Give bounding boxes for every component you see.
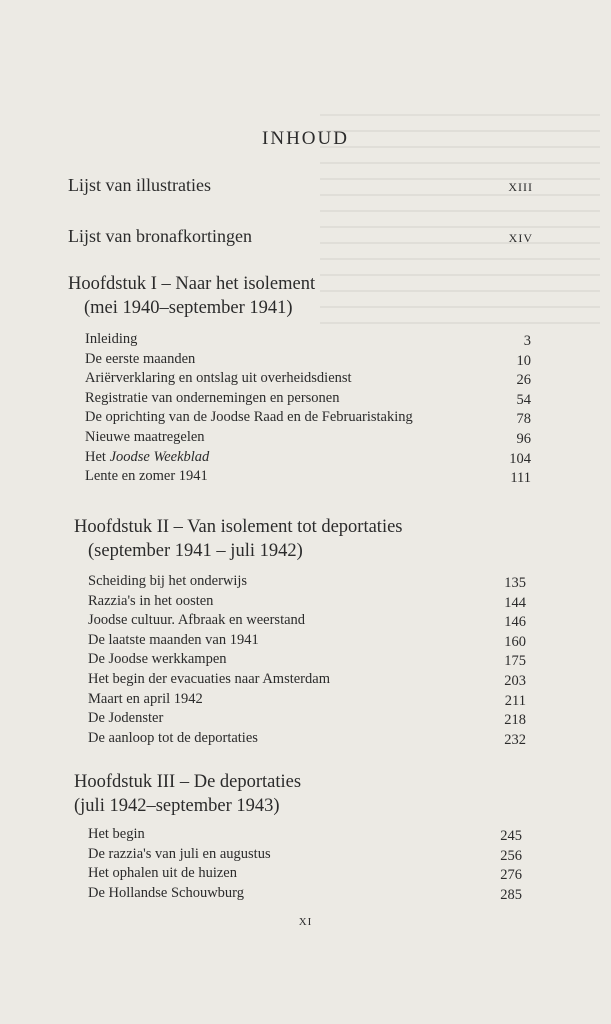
entry-page: 175 (504, 653, 526, 670)
toc-entry: De laatste maanden van 1941 160 (88, 631, 526, 651)
toc-entry: De oprichting van de Joodse Raad en de Februaristaking 78 (85, 408, 531, 428)
toc-entry: Het Joodse Weekblad 104 (85, 448, 531, 468)
entry-page: 160 (504, 633, 526, 650)
italic-title: Joodse Weekblad (109, 448, 210, 465)
toc-entry: Razzia's in het oosten 144 (88, 592, 526, 612)
entry-page: 144 (504, 594, 526, 611)
chapter-title: Hoofdstuk I – Naar het isolement (68, 274, 316, 294)
entry-page: XIII (508, 180, 533, 194)
entry-page: 285 (500, 886, 522, 903)
chapter-period: (mei 1940–september 1941) (84, 298, 293, 318)
entry-page: 218 (504, 712, 526, 729)
chapter-heading-1 (68, 272, 508, 320)
entry-page: 203 (504, 672, 526, 689)
chapter-period: (juli 1942–september 1943) (74, 796, 280, 816)
toc-entry: Inleiding 3 (85, 330, 531, 350)
chapter-title: Hoofdstuk III – De deportaties (74, 772, 302, 792)
entry-page: 256 (500, 847, 522, 864)
toc-entry: De aanloop tot de deportaties 232 (88, 729, 526, 749)
toc-entry-illustrations (68, 175, 533, 196)
toc-entry: De eerste maanden 10 (85, 350, 531, 370)
entry-page: XIV (508, 231, 533, 245)
chapter-period: (september 1941 – juli 1942) (88, 541, 303, 561)
toc-entry: Lente en zomer 1941 111 (85, 467, 531, 487)
chapter-1-entries (85, 330, 531, 487)
toc-entry: Scheiding bij het onderwijs 135 (88, 572, 526, 592)
entry-page: 276 (500, 867, 522, 884)
toc-entry: De Jodenster 218 (88, 709, 526, 729)
toc-entry-abbreviations (68, 226, 533, 247)
entry-page: 211 (504, 692, 526, 709)
toc-entry: De Joodse werkkampen 175 (88, 650, 526, 670)
entry-page: 111 (510, 470, 531, 487)
toc-entry: Maart en april 1942 211 (88, 690, 526, 710)
entry-page: 96 (516, 430, 531, 447)
toc-entry: Het ophalen uit de huizen 276 (88, 864, 522, 884)
entry-page: 3 (523, 333, 531, 349)
entry-label: Lijst van bronafkortingen (68, 226, 252, 246)
page-title: INHOUD (262, 128, 349, 149)
entry-page: 232 (504, 731, 526, 748)
entry-page: 54 (516, 391, 531, 408)
entry-page: 10 (516, 352, 531, 369)
toc-entry: Ariërverklaring en ontslag uit overheidsdienst 26 (85, 369, 531, 389)
chapter-2-entries (88, 572, 526, 748)
chapter-heading-2 (74, 515, 514, 563)
entry-label: Lijst van illustraties (68, 175, 211, 195)
toc-entry: De razzia's van juli en augustus 256 (88, 845, 522, 865)
toc-entry: Het begin 245 (88, 825, 522, 845)
entry-page: 26 (516, 372, 531, 389)
chapter-heading-3 (74, 770, 514, 818)
entry-page: 104 (509, 450, 531, 467)
entry-page: 135 (504, 575, 526, 591)
chapter-title: Hoofdstuk II – Van isolement tot deportaties (74, 517, 403, 537)
chapter-3-entries (88, 825, 522, 903)
toc-entry: Nieuwe maatregelen 96 (85, 428, 531, 448)
toc-entry: Registratie van ondernemingen en personen 54 (85, 389, 531, 409)
toc-entry: Joodse cultuur. Afbraak en weerstand 146 (88, 611, 526, 631)
entry-page: 78 (516, 411, 531, 428)
entry-page: 146 (504, 614, 526, 631)
entry-page: 245 (500, 828, 522, 844)
page-number: XI (298, 916, 313, 928)
toc-entry: De Hollandse Schouwburg 285 (88, 884, 522, 904)
toc-entry: Het begin der evacuaties naar Amsterdam 203 (88, 670, 526, 690)
